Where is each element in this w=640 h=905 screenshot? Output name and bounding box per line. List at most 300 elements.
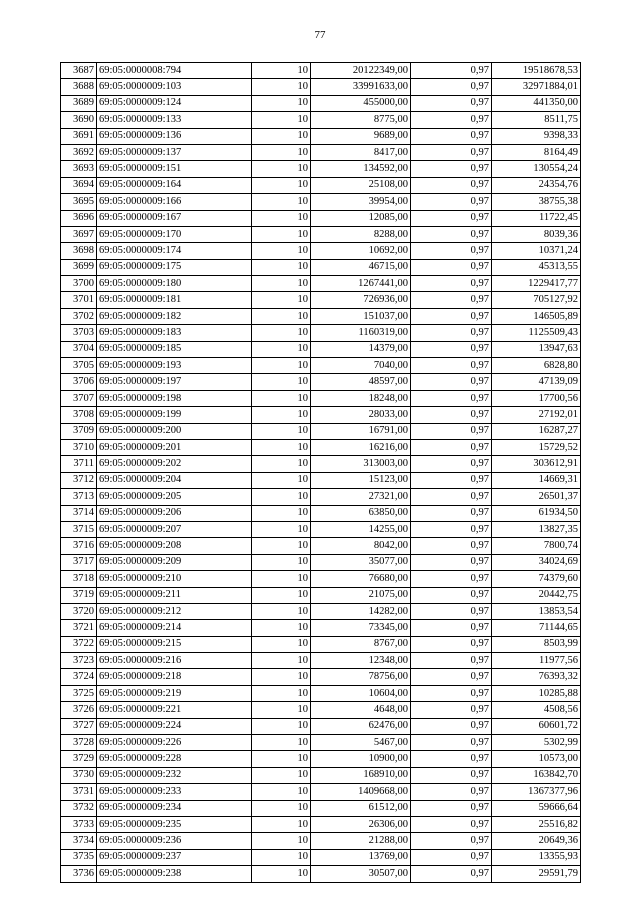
amount-cell: 39954,00 xyxy=(311,194,411,210)
coefficient-cell: 0,97 xyxy=(411,390,492,406)
amount-cell: 16791,00 xyxy=(311,423,411,439)
total-cell: 17700,56 xyxy=(492,390,581,406)
cadastral-number-cell: 69:05:0000009:235 xyxy=(97,816,252,832)
table-row xyxy=(61,521,581,537)
cadastral-number-cell: 69:05:0000009:214 xyxy=(97,620,252,636)
cadastral-number-cell: 69:05:0000009:136 xyxy=(97,128,252,144)
row-number-cell: 3687 xyxy=(61,63,97,79)
total-cell: 26501,37 xyxy=(492,489,581,505)
table-row xyxy=(61,259,581,275)
coefficient-cell: 0,97 xyxy=(411,718,492,734)
cadastral-number-cell: 69:05:0000009:210 xyxy=(97,571,252,587)
coefficient-cell: 0,97 xyxy=(411,374,492,390)
rate-cell: 10 xyxy=(252,177,311,193)
total-cell: 11722,45 xyxy=(492,210,581,226)
table-row xyxy=(61,63,581,79)
rate-cell: 10 xyxy=(252,636,311,652)
rate-cell: 10 xyxy=(252,702,311,718)
row-number-cell: 3690 xyxy=(61,112,97,128)
total-cell: 13827,35 xyxy=(492,521,581,537)
coefficient-cell: 0,97 xyxy=(411,685,492,701)
rate-cell: 10 xyxy=(252,833,311,849)
amount-cell: 13769,00 xyxy=(311,849,411,865)
cadastral-number-cell: 69:05:0000009:219 xyxy=(97,685,252,701)
row-number-cell: 3702 xyxy=(61,308,97,324)
cadastral-number-cell: 69:05:0000009:175 xyxy=(97,259,252,275)
amount-cell: 27321,00 xyxy=(311,489,411,505)
total-cell: 29591,79 xyxy=(492,866,581,882)
amount-cell: 15123,00 xyxy=(311,472,411,488)
amount-cell: 62476,00 xyxy=(311,718,411,734)
amount-cell: 20122349,00 xyxy=(311,63,411,79)
amount-cell: 9689,00 xyxy=(311,128,411,144)
rate-cell: 10 xyxy=(252,259,311,275)
cadastral-number-cell: 69:05:0000009:193 xyxy=(97,358,252,374)
cadastral-number-cell: 69:05:0000009:198 xyxy=(97,390,252,406)
coefficient-cell: 0,97 xyxy=(411,784,492,800)
row-number-cell: 3700 xyxy=(61,276,97,292)
amount-cell: 25108,00 xyxy=(311,177,411,193)
rate-cell: 10 xyxy=(252,767,311,783)
rate-cell: 10 xyxy=(252,161,311,177)
rate-cell: 10 xyxy=(252,308,311,324)
coefficient-cell: 0,97 xyxy=(411,653,492,669)
cadastral-number-cell: 69:05:0000009:174 xyxy=(97,243,252,259)
total-cell: 5302,99 xyxy=(492,735,581,751)
rate-cell: 10 xyxy=(252,735,311,751)
cadastral-number-cell: 69:05:0000009:103 xyxy=(97,79,252,95)
coefficient-cell: 0,97 xyxy=(411,751,492,767)
row-number-cell: 3712 xyxy=(61,472,97,488)
coefficient-cell: 0,97 xyxy=(411,866,492,882)
amount-cell: 12085,00 xyxy=(311,210,411,226)
rate-cell: 10 xyxy=(252,210,311,226)
amount-cell: 134592,00 xyxy=(311,161,411,177)
cadastral-number-cell: 69:05:0000009:151 xyxy=(97,161,252,177)
row-number-cell: 3727 xyxy=(61,718,97,734)
total-cell: 71144,65 xyxy=(492,620,581,636)
coefficient-cell: 0,97 xyxy=(411,603,492,619)
rate-cell: 10 xyxy=(252,292,311,308)
coefficient-cell: 0,97 xyxy=(411,308,492,324)
coefficient-cell: 0,97 xyxy=(411,112,492,128)
table-row xyxy=(61,800,581,816)
coefficient-cell: 0,97 xyxy=(411,423,492,439)
rate-cell: 10 xyxy=(252,472,311,488)
rate-cell: 10 xyxy=(252,489,311,505)
amount-cell: 10900,00 xyxy=(311,751,411,767)
cadastral-number-cell: 69:05:0000009:228 xyxy=(97,751,252,767)
row-number-cell: 3707 xyxy=(61,390,97,406)
row-number-cell: 3735 xyxy=(61,849,97,865)
amount-cell: 4648,00 xyxy=(311,702,411,718)
cadastral-number-cell: 69:05:0000009:226 xyxy=(97,735,252,751)
rate-cell: 10 xyxy=(252,521,311,537)
amount-cell: 455000,00 xyxy=(311,95,411,111)
table-row xyxy=(61,128,581,144)
row-number-cell: 3706 xyxy=(61,374,97,390)
cadastral-number-cell: 69:05:0000009:208 xyxy=(97,538,252,554)
table-row xyxy=(61,407,581,423)
coefficient-cell: 0,97 xyxy=(411,620,492,636)
rate-cell: 10 xyxy=(252,456,311,472)
cadastral-table xyxy=(60,62,581,883)
table-row xyxy=(61,735,581,751)
rate-cell: 10 xyxy=(252,554,311,570)
total-cell: 163842,70 xyxy=(492,767,581,783)
coefficient-cell: 0,97 xyxy=(411,587,492,603)
rate-cell: 10 xyxy=(252,325,311,341)
coefficient-cell: 0,97 xyxy=(411,79,492,95)
table-row xyxy=(61,161,581,177)
rate-cell: 10 xyxy=(252,571,311,587)
row-number-cell: 3691 xyxy=(61,128,97,144)
amount-cell: 10604,00 xyxy=(311,685,411,701)
total-cell: 34024,69 xyxy=(492,554,581,570)
row-number-cell: 3711 xyxy=(61,456,97,472)
cadastral-number-cell: 69:05:0000009:200 xyxy=(97,423,252,439)
cadastral-number-cell: 69:05:0000009:201 xyxy=(97,439,252,455)
table-row xyxy=(61,341,581,357)
table-row xyxy=(61,620,581,636)
cadastral-number-cell: 69:05:0000009:236 xyxy=(97,833,252,849)
coefficient-cell: 0,97 xyxy=(411,849,492,865)
amount-cell: 61512,00 xyxy=(311,800,411,816)
total-cell: 705127,92 xyxy=(492,292,581,308)
table-row xyxy=(61,456,581,472)
amount-cell: 14282,00 xyxy=(311,603,411,619)
amount-cell: 73345,00 xyxy=(311,620,411,636)
total-cell: 19518678,53 xyxy=(492,63,581,79)
row-number-cell: 3704 xyxy=(61,341,97,357)
amount-cell: 726936,00 xyxy=(311,292,411,308)
row-number-cell: 3720 xyxy=(61,603,97,619)
coefficient-cell: 0,97 xyxy=(411,243,492,259)
rate-cell: 10 xyxy=(252,226,311,242)
amount-cell: 76680,00 xyxy=(311,571,411,587)
amount-cell: 10692,00 xyxy=(311,243,411,259)
rate-cell: 10 xyxy=(252,587,311,603)
rate-cell: 10 xyxy=(252,341,311,357)
total-cell: 47139,09 xyxy=(492,374,581,390)
amount-cell: 28033,00 xyxy=(311,407,411,423)
row-number-cell: 3697 xyxy=(61,226,97,242)
row-number-cell: 3695 xyxy=(61,194,97,210)
coefficient-cell: 0,97 xyxy=(411,521,492,537)
row-number-cell: 3717 xyxy=(61,554,97,570)
cadastral-number-cell: 69:05:0000009:164 xyxy=(97,177,252,193)
table-row xyxy=(61,177,581,193)
coefficient-cell: 0,97 xyxy=(411,177,492,193)
total-cell: 13853,54 xyxy=(492,603,581,619)
coefficient-cell: 0,97 xyxy=(411,161,492,177)
row-number-cell: 3716 xyxy=(61,538,97,554)
total-cell: 45313,55 xyxy=(492,259,581,275)
coefficient-cell: 0,97 xyxy=(411,833,492,849)
total-cell: 8164,49 xyxy=(492,144,581,160)
amount-cell: 78756,00 xyxy=(311,669,411,685)
table-row xyxy=(61,439,581,455)
amount-cell: 8042,00 xyxy=(311,538,411,554)
amount-cell: 8767,00 xyxy=(311,636,411,652)
table-row xyxy=(61,866,581,882)
cadastral-number-cell: 69:05:0000009:204 xyxy=(97,472,252,488)
cadastral-number-cell: 69:05:0000009:216 xyxy=(97,653,252,669)
table-row xyxy=(61,816,581,832)
cadastral-number-cell: 69:05:0000009:202 xyxy=(97,456,252,472)
row-number-cell: 3728 xyxy=(61,735,97,751)
total-cell: 16287,27 xyxy=(492,423,581,439)
amount-cell: 18248,00 xyxy=(311,390,411,406)
table-row xyxy=(61,243,581,259)
rate-cell: 10 xyxy=(252,603,311,619)
row-number-cell: 3701 xyxy=(61,292,97,308)
coefficient-cell: 0,97 xyxy=(411,505,492,521)
table-row xyxy=(61,669,581,685)
coefficient-cell: 0,97 xyxy=(411,226,492,242)
cadastral-number-cell: 69:05:0000009:170 xyxy=(97,226,252,242)
rate-cell: 10 xyxy=(252,194,311,210)
rate-cell: 10 xyxy=(252,407,311,423)
amount-cell: 48597,00 xyxy=(311,374,411,390)
table-row xyxy=(61,571,581,587)
total-cell: 20442,75 xyxy=(492,587,581,603)
rate-cell: 10 xyxy=(252,358,311,374)
total-cell: 441350,00 xyxy=(492,95,581,111)
coefficient-cell: 0,97 xyxy=(411,95,492,111)
total-cell: 7800,74 xyxy=(492,538,581,554)
rate-cell: 10 xyxy=(252,685,311,701)
amount-cell: 1267441,00 xyxy=(311,276,411,292)
cadastral-number-cell: 69:05:0000009:211 xyxy=(97,587,252,603)
amount-cell: 26306,00 xyxy=(311,816,411,832)
rate-cell: 10 xyxy=(252,751,311,767)
rate-cell: 10 xyxy=(252,866,311,882)
row-number-cell: 3721 xyxy=(61,620,97,636)
table-row xyxy=(61,554,581,570)
total-cell: 1367377,96 xyxy=(492,784,581,800)
cadastral-number-cell: 69:05:0000009:237 xyxy=(97,849,252,865)
row-number-cell: 3709 xyxy=(61,423,97,439)
row-number-cell: 3693 xyxy=(61,161,97,177)
total-cell: 9398,33 xyxy=(492,128,581,144)
total-cell: 14669,31 xyxy=(492,472,581,488)
total-cell: 13355,93 xyxy=(492,849,581,865)
table-row xyxy=(61,489,581,505)
coefficient-cell: 0,97 xyxy=(411,292,492,308)
total-cell: 8511,75 xyxy=(492,112,581,128)
table-row xyxy=(61,194,581,210)
amount-cell: 151037,00 xyxy=(311,308,411,324)
amount-cell: 313003,00 xyxy=(311,456,411,472)
total-cell: 74379,60 xyxy=(492,571,581,587)
cadastral-number-cell: 69:05:0000009:224 xyxy=(97,718,252,734)
rate-cell: 10 xyxy=(252,243,311,259)
cadastral-number-cell: 69:05:0000009:183 xyxy=(97,325,252,341)
coefficient-cell: 0,97 xyxy=(411,735,492,751)
amount-cell: 1160319,00 xyxy=(311,325,411,341)
coefficient-cell: 0,97 xyxy=(411,210,492,226)
row-number-cell: 3732 xyxy=(61,800,97,816)
row-number-cell: 3696 xyxy=(61,210,97,226)
row-number-cell: 3708 xyxy=(61,407,97,423)
coefficient-cell: 0,97 xyxy=(411,325,492,341)
coefficient-cell: 0,97 xyxy=(411,669,492,685)
amount-cell: 35077,00 xyxy=(311,554,411,570)
coefficient-cell: 0,97 xyxy=(411,816,492,832)
coefficient-cell: 0,97 xyxy=(411,276,492,292)
rate-cell: 10 xyxy=(252,112,311,128)
coefficient-cell: 0,97 xyxy=(411,259,492,275)
table-row xyxy=(61,308,581,324)
total-cell: 15729,52 xyxy=(492,439,581,455)
total-cell: 20649,36 xyxy=(492,833,581,849)
row-number-cell: 3698 xyxy=(61,243,97,259)
table-row xyxy=(61,276,581,292)
row-number-cell: 3733 xyxy=(61,816,97,832)
rate-cell: 10 xyxy=(252,374,311,390)
table-row xyxy=(61,702,581,718)
amount-cell: 168910,00 xyxy=(311,767,411,783)
row-number-cell: 3725 xyxy=(61,685,97,701)
table-row xyxy=(61,849,581,865)
total-cell: 1125509,43 xyxy=(492,325,581,341)
amount-cell: 21075,00 xyxy=(311,587,411,603)
coefficient-cell: 0,97 xyxy=(411,407,492,423)
total-cell: 8039,36 xyxy=(492,226,581,242)
total-cell: 60601,72 xyxy=(492,718,581,734)
rate-cell: 10 xyxy=(252,128,311,144)
rate-cell: 10 xyxy=(252,95,311,111)
total-cell: 38755,38 xyxy=(492,194,581,210)
row-number-cell: 3705 xyxy=(61,358,97,374)
amount-cell: 5467,00 xyxy=(311,735,411,751)
table-row xyxy=(61,784,581,800)
row-number-cell: 3734 xyxy=(61,833,97,849)
row-number-cell: 3730 xyxy=(61,767,97,783)
table-row xyxy=(61,358,581,374)
amount-cell: 7040,00 xyxy=(311,358,411,374)
cadastral-number-cell: 69:05:0000009:206 xyxy=(97,505,252,521)
table-row xyxy=(61,751,581,767)
table-row xyxy=(61,685,581,701)
total-cell: 1229417,77 xyxy=(492,276,581,292)
rate-cell: 10 xyxy=(252,718,311,734)
amount-cell: 16216,00 xyxy=(311,439,411,455)
rate-cell: 10 xyxy=(252,79,311,95)
amount-cell: 21288,00 xyxy=(311,833,411,849)
table-row xyxy=(61,538,581,554)
row-number-cell: 3736 xyxy=(61,866,97,882)
table-row xyxy=(61,505,581,521)
table-row xyxy=(61,79,581,95)
rate-cell: 10 xyxy=(252,144,311,160)
cadastral-number-cell: 69:05:0000009:167 xyxy=(97,210,252,226)
row-number-cell: 3722 xyxy=(61,636,97,652)
cadastral-number-cell: 69:05:0000009:185 xyxy=(97,341,252,357)
cadastral-number-cell: 69:05:0000009:234 xyxy=(97,800,252,816)
cadastral-number-cell: 69:05:0000009:238 xyxy=(97,866,252,882)
table-row xyxy=(61,390,581,406)
rate-cell: 10 xyxy=(252,653,311,669)
cadastral-number-cell: 69:05:0000009:212 xyxy=(97,603,252,619)
cadastral-number-cell: 69:05:0000009:205 xyxy=(97,489,252,505)
coefficient-cell: 0,97 xyxy=(411,456,492,472)
total-cell: 32971884,01 xyxy=(492,79,581,95)
row-number-cell: 3713 xyxy=(61,489,97,505)
cadastral-number-cell: 69:05:0000009:207 xyxy=(97,521,252,537)
table-row xyxy=(61,112,581,128)
table-row xyxy=(61,226,581,242)
coefficient-cell: 0,97 xyxy=(411,144,492,160)
rate-cell: 10 xyxy=(252,63,311,79)
cadastral-number-cell: 69:05:0000009:209 xyxy=(97,554,252,570)
table-row xyxy=(61,292,581,308)
amount-cell: 1409668,00 xyxy=(311,784,411,800)
row-number-cell: 3692 xyxy=(61,144,97,160)
table-row xyxy=(61,325,581,341)
amount-cell: 8288,00 xyxy=(311,226,411,242)
amount-cell: 12348,00 xyxy=(311,653,411,669)
amount-cell: 33991633,00 xyxy=(311,79,411,95)
table-row xyxy=(61,472,581,488)
cadastral-number-cell: 69:05:0000009:215 xyxy=(97,636,252,652)
table-row xyxy=(61,95,581,111)
row-number-cell: 3703 xyxy=(61,325,97,341)
total-cell: 25516,82 xyxy=(492,816,581,832)
table-row xyxy=(61,423,581,439)
table-body xyxy=(61,63,581,883)
rate-cell: 10 xyxy=(252,505,311,521)
rate-cell: 10 xyxy=(252,784,311,800)
cadastral-number-cell: 69:05:0000009:166 xyxy=(97,194,252,210)
coefficient-cell: 0,97 xyxy=(411,358,492,374)
row-number-cell: 3729 xyxy=(61,751,97,767)
cadastral-number-cell: 69:05:0000009:199 xyxy=(97,407,252,423)
row-number-cell: 3714 xyxy=(61,505,97,521)
table-row xyxy=(61,144,581,160)
coefficient-cell: 0,97 xyxy=(411,767,492,783)
cadastral-number-cell: 69:05:0000008:794 xyxy=(97,63,252,79)
total-cell: 10573,00 xyxy=(492,751,581,767)
table-row xyxy=(61,653,581,669)
cadastral-number-cell: 69:05:0000009:133 xyxy=(97,112,252,128)
amount-cell: 46715,00 xyxy=(311,259,411,275)
rate-cell: 10 xyxy=(252,439,311,455)
row-number-cell: 3694 xyxy=(61,177,97,193)
amount-cell: 14255,00 xyxy=(311,521,411,537)
rate-cell: 10 xyxy=(252,390,311,406)
row-number-cell: 3724 xyxy=(61,669,97,685)
cadastral-number-cell: 69:05:0000009:232 xyxy=(97,767,252,783)
coefficient-cell: 0,97 xyxy=(411,63,492,79)
row-number-cell: 3718 xyxy=(61,571,97,587)
coefficient-cell: 0,97 xyxy=(411,702,492,718)
total-cell: 303612,91 xyxy=(492,456,581,472)
coefficient-cell: 0,97 xyxy=(411,439,492,455)
row-number-cell: 3699 xyxy=(61,259,97,275)
total-cell: 10371,24 xyxy=(492,243,581,259)
total-cell: 61934,50 xyxy=(492,505,581,521)
cadastral-number-cell: 69:05:0000009:124 xyxy=(97,95,252,111)
amount-cell: 30507,00 xyxy=(311,866,411,882)
table-row xyxy=(61,587,581,603)
row-number-cell: 3715 xyxy=(61,521,97,537)
row-number-cell: 3688 xyxy=(61,79,97,95)
total-cell: 130554,24 xyxy=(492,161,581,177)
cadastral-number-cell: 69:05:0000009:197 xyxy=(97,374,252,390)
total-cell: 8503,99 xyxy=(492,636,581,652)
